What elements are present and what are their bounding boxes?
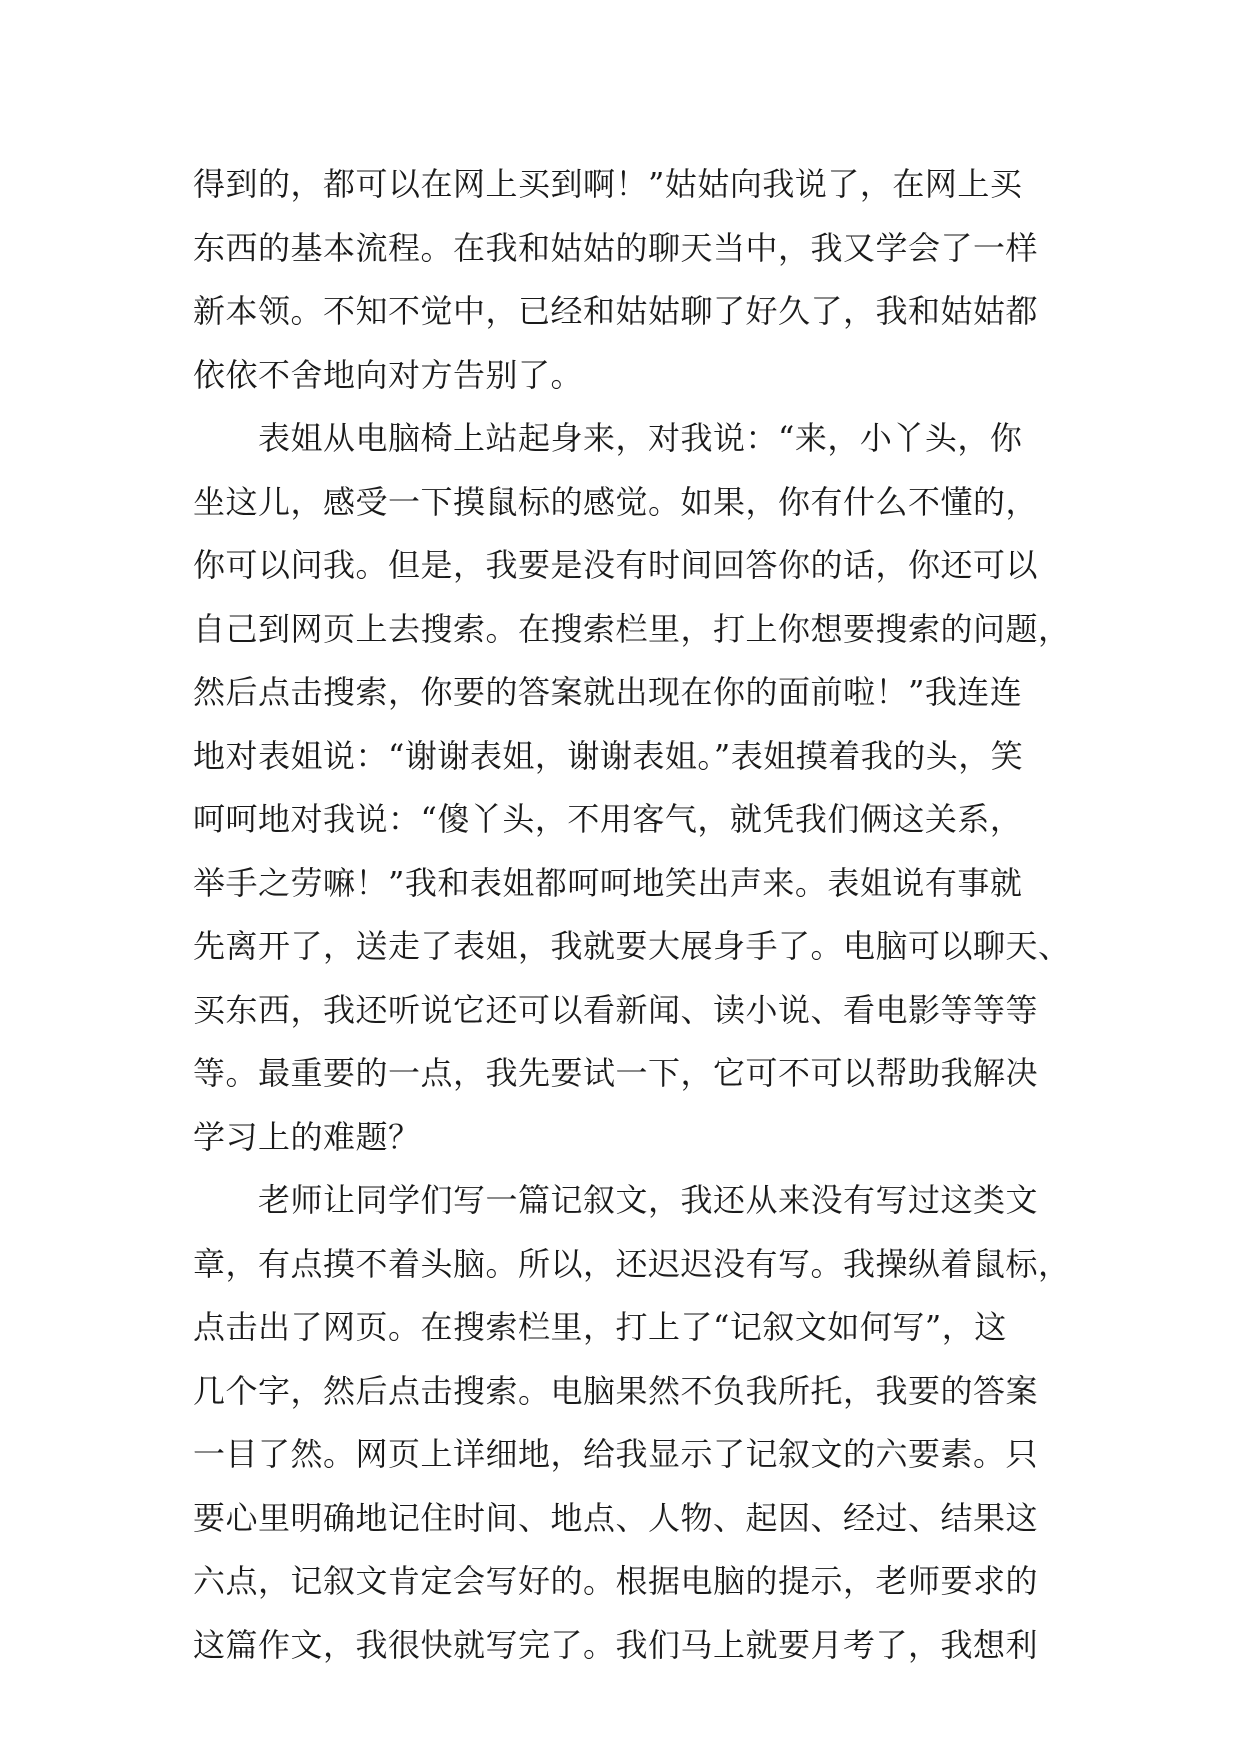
text-line: 先离开了，送走了表姐，我就要大展身手了。电脑可以聊天、 (193, 927, 1071, 965)
text-line: 买东西，我还听说它还可以看新闻、读小说、看电影等等等 (193, 990, 1039, 1029)
text-line: 呵呵地对我说：“傻丫头，不用客气，就凭我们俩这关系， (193, 800, 1023, 838)
text-line: 学习上的难题？ (193, 1117, 421, 1156)
text-line: 然后点击搜索，你要的答案就出现在你的面前啦！”我连连 (193, 673, 1023, 711)
text-line: 新本领。不知不觉中，已经和姑姑聊了好久了，我和姑姑都 (193, 292, 1039, 330)
text-line: 点击出了网页。在搜索栏里，打上了“记叙文如何写”，这 (193, 1308, 1007, 1346)
text-line: 自己到网页上去搜索。在搜索栏里，打上你想要搜索的问题， (193, 609, 1071, 648)
text-line: 这篇作文，我很快就写完了。我们马上就要月考了，我想利 (193, 1625, 1039, 1664)
text-line: 你可以问我。但是，我要是没有时间回答你的话，你还可以 (193, 546, 1039, 584)
text-line: 等。最重要的一点，我先要试一下，它可不可以帮助我解决 (193, 1054, 1039, 1092)
text-line: 依依不舍地向对方告别了。 (193, 355, 584, 394)
text-line: 一目了然。网页上详细地，给我显示了记叙文的六要素。只 (193, 1435, 1039, 1473)
text-line: 要心里明确地记住时间、地点、人物、起因、经过、结果这 (193, 1498, 1039, 1537)
text-line: 地对表姐说：“谢谢表姐，谢谢表姐。”表姐摸着我的头，笑 (193, 736, 1024, 775)
text-line: 表姐从电脑椅上站起身来，对我说：“来，小丫头，你 (193, 419, 1023, 457)
text-line: 六点，记叙文肯定会写好的。根据电脑的提示，老师要求的 (193, 1562, 1039, 1600)
text-line: 东西的基本流程。在我和姑姑的聊天当中，我又学会了一样 (193, 228, 1039, 267)
text-line: 得到的，都可以在网上买到啊！”姑姑向我说了，在网上买 (193, 165, 1023, 203)
text-line: 坐这儿，感受一下摸鼠标的感觉。如果，你有什么不懂的， (193, 482, 1039, 521)
text-line: 举手之劳嘛！”我和表姐都呵呵地笑出声来。表姐说有事就 (193, 863, 1023, 902)
text-line: 老师让同学们写一篇记叙文，我还从来没有写过这类文 (193, 1181, 1039, 1219)
text-line: 几个字，然后点击搜索。电脑果然不负我所托，我要的答案 (193, 1371, 1039, 1410)
text-line: 章，有点摸不着头脑。所以，还迟迟没有写。我操纵着鼠标， (193, 1244, 1071, 1283)
body-text (193, 153, 1071, 1677)
